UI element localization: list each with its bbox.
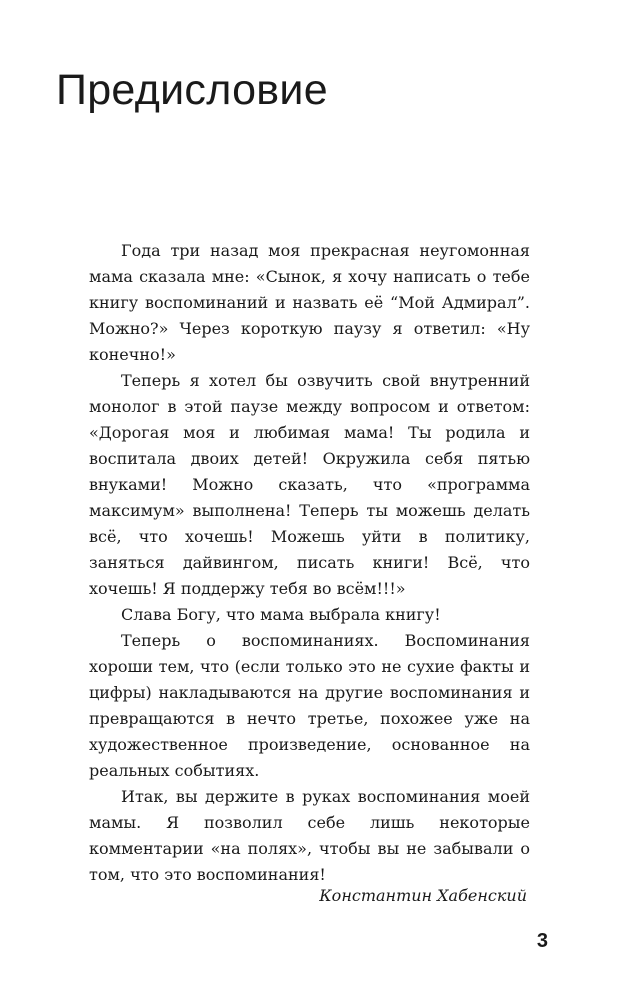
page-number: 3 [536,930,548,952]
author-signature: Константин Хабенский [319,886,527,905]
paragraph-4: Теперь о воспоминаниях. Воспоминания хороши тем, что (если только это не сухие факты и цифры) накладываются на другие воспоминания и превращаются в нечто третье, похожее уже на художественное произведение, основанное на реальных событиях. [89,631,530,780]
preface-body [89,238,530,888]
paragraph-5: Итак, вы держите в руках воспоминания моей мамы. Я позволил себе лишь некоторые комментарии «на полях», чтобы вы не забывали о том, что это воспоминания! [89,787,530,884]
paragraph-1: Года три назад моя прекрасная неугомонная мама сказала мне: «Сынок, я хочу написать о тебе книгу воспоминаний и назвать её “Мой Адмирал”. Можно?» Через короткую паузу я ответил: «Ну конечно!» [89,241,530,364]
paragraph-2: Теперь я хотел бы озвучить свой внутренний монолог в этой паузе между вопросом и ответом: «Дорогая моя и любимая мама! Ты родила и воспитала двоих детей! Окружила себя пятью внуками! Можно сказать, что «программа максимум» выполнена! Теперь ты можешь делать всё, что хочешь! Можешь уйти в политику, заняться дайвингом, писать книги! Всё, что хочешь! Я поддержу тебя во всём!!!» [89,371,530,598]
paragraph-3: Слава Богу, что мама выбрала книгу! [121,605,441,624]
page-title: Предисловие [56,66,328,114]
